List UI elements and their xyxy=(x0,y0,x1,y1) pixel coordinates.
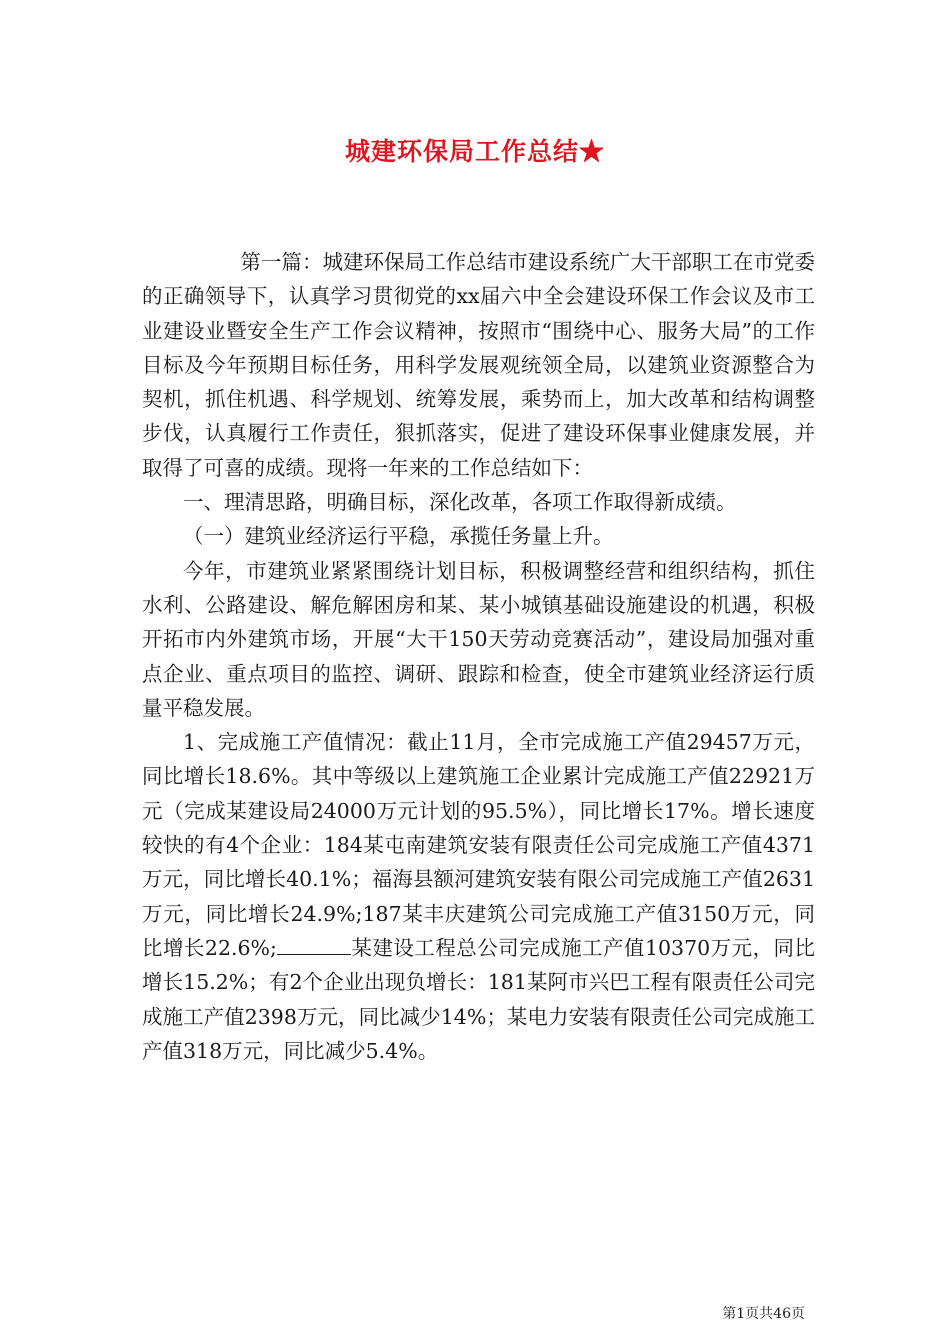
document-title: 城建环保局工作总结★ xyxy=(344,137,605,166)
paragraph-section-heading: 一、理清思路，明确目标，深化改革，各项工作取得新成绩。 xyxy=(183,490,737,515)
paragraph-output-details xyxy=(142,725,815,1068)
document-body xyxy=(142,245,815,1068)
output-details-part2: 某建设工程总公司完成施工产值10370万元，同比增长15.2%；有2个企业出现负增长：181某阿市兴巴工程有限责任公司完成施工产值2398万元，同比减少14%；某电力安装有限责任公司完成施工产值318万元，同比减少5.4%。 xyxy=(142,935,815,1063)
paragraph-subsection-heading: （一）建筑业经济运行平稳，承揽任务量上升。 xyxy=(183,524,614,549)
blank-underline xyxy=(277,936,351,955)
output-details-part1: 1、完成施工产值情况：截止11月，全市完成施工产值29457万元，同比增长18.6%。其中等级以上建筑施工企业累计完成施工产值22921万元（完成某建设局24000万元计划的95.5%），同比增长17%。增长速度较快的有4个企业：184某屯南建筑安装有限责任公司完成施工产值4371万元，同比增长40.1%；福海县额河建筑安装有限公司完成施工产值2631万元，同比增长24.9%;187某丰庆建筑公司完成施工产值3150万元，同比增长22.6%; xyxy=(142,730,815,960)
paragraph-construction-overview: 今年，市建筑业紧紧围绕计划目标，积极调整经营和组织结构，抓住水利、公路建设、解危解困房和某、某小城镇基础设施建设的机遇，积极开拓市内外建筑市场，开展“大干150天劳动竞赛活动”，建设局加强对重点企业、重点项目的监控、调研、跟踪和检查，使全市建筑业经济运行质量平稳发展。 xyxy=(142,558,815,720)
page-number: 第1页共46页 xyxy=(722,1306,805,1322)
paragraph-intro: 第一篇：城建环保局工作总结市建设系统广大干部职工在市党委的正确领导下，认真学习贯彻党的xx届六中全会建设环保工作会议及市工业建设业暨安全生产工作会议精神，按照市“围绕中心、服务大局”的工作目标及今年预期目标任务，用科学发展观统领全局，以建筑业资源整合为契机，抓住机遇、科学规划、统筹发展，乘势而上，加大改革和结构调整步伐，认真履行工作责任，狠抓落实，促进了建设环保事业健康发展，并取得了可喜的成绩。现将一年来的工作总结如下： xyxy=(142,250,815,480)
